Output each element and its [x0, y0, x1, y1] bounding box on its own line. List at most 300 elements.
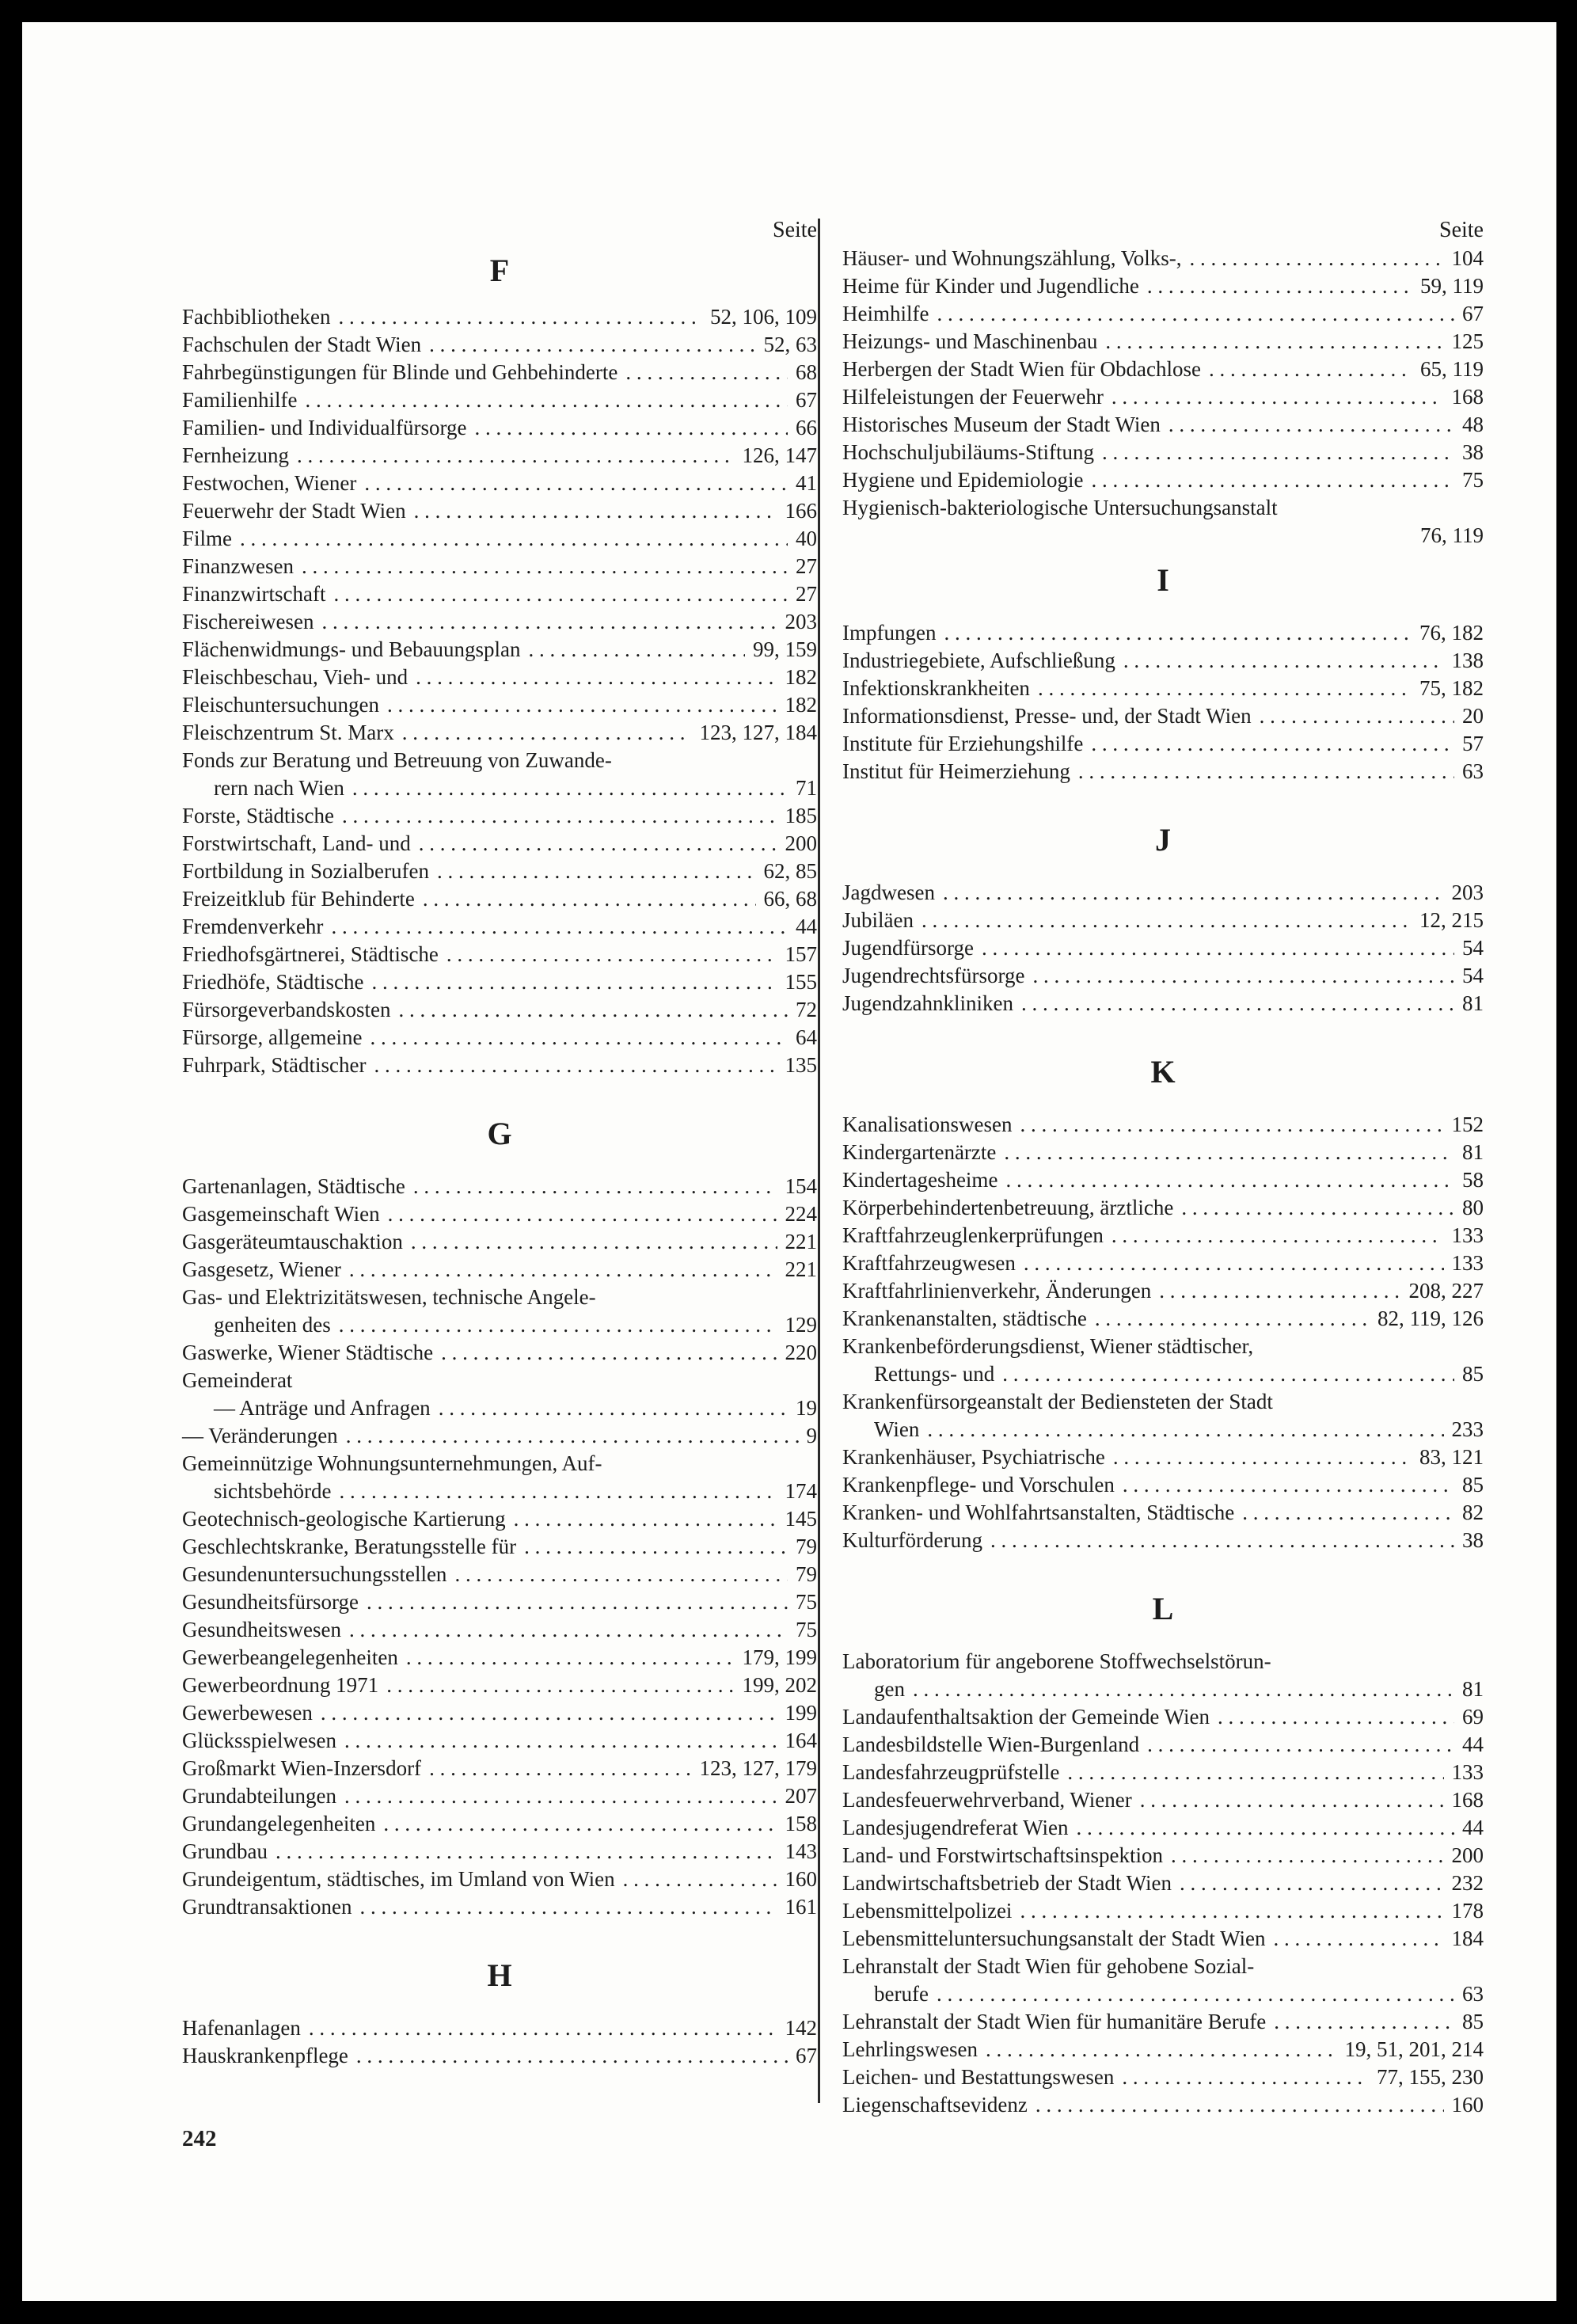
dot-leader — [338, 303, 702, 331]
entry-label: Fachbibliotheken — [182, 305, 331, 329]
dot-leader — [1168, 411, 1454, 439]
index-entry — [182, 553, 817, 580]
index-entry — [182, 1450, 817, 1478]
dot-leader — [429, 331, 755, 359]
entry-pages: 135 — [785, 1053, 817, 1077]
entry-pages: 203 — [1451, 881, 1484, 904]
index-entry — [182, 1478, 817, 1505]
entry-pages: 44 — [1462, 1733, 1484, 1756]
index-entry — [182, 2042, 817, 2070]
dot-leader — [367, 1588, 788, 1616]
entry-label: Informationsdienst, Presse- und, der Stadt Wien — [842, 704, 1252, 728]
dot-leader — [364, 470, 788, 497]
entry-label: — Anträge und Anfragen — [214, 1396, 431, 1420]
entry-pages: 178 — [1451, 1899, 1484, 1923]
index-entry — [182, 1616, 817, 1644]
entry-label: Kulturförderung — [842, 1528, 982, 1552]
entry-label: Heime für Kinder und Jugendliche — [842, 274, 1139, 298]
index-entry — [182, 1284, 817, 1311]
entry-label: Landesfeuerwehrverband, Wiener — [842, 1788, 1132, 1812]
entry-pages: 44 — [796, 915, 817, 938]
index-entry — [842, 2036, 1484, 2063]
entry-pages: 200 — [785, 831, 817, 855]
entry-label: Gasgemeinschaft Wien — [182, 1202, 380, 1226]
dot-leader — [990, 1527, 1454, 1554]
entry-label: Fleischzentrum St. Marx — [182, 721, 394, 744]
entry-pages: 41 — [796, 471, 817, 495]
entry-pages: 133 — [1451, 1223, 1484, 1247]
dot-leader — [913, 1675, 1454, 1703]
entry-label: Land- und Forstwirtschaftsinspektion — [842, 1843, 1163, 1867]
entry-pages: 81 — [1462, 1140, 1484, 1164]
index-entry — [842, 1648, 1484, 1675]
entry-label: Finanzwesen — [182, 554, 294, 578]
index-entry — [182, 802, 817, 830]
entry-label: gen — [874, 1677, 905, 1701]
dot-leader — [402, 719, 692, 747]
index-entry — [182, 414, 817, 442]
dot-leader — [1123, 1471, 1454, 1499]
entry-pages: 40 — [796, 527, 817, 550]
index-entry — [182, 442, 817, 470]
index-entry — [842, 522, 1484, 550]
index-entry — [842, 1527, 1484, 1554]
index-entry — [182, 386, 817, 414]
dot-leader — [927, 1416, 1443, 1443]
entry-pages: 76, 182 — [1419, 621, 1484, 645]
index-entry — [842, 702, 1484, 730]
dot-leader — [1020, 1897, 1443, 1925]
entry-pages: 123, 127, 184 — [699, 721, 817, 744]
dot-leader — [1038, 675, 1412, 702]
index-entry — [182, 608, 817, 636]
entry-label: Kindergartenärzte — [842, 1140, 997, 1164]
entry-pages: 48 — [1462, 413, 1484, 436]
entry-label: Kraftfahrlinienverkehr, Änderungen — [842, 1279, 1152, 1303]
entry-pages: 67 — [796, 388, 817, 412]
entry-pages: 125 — [1451, 329, 1484, 353]
entry-pages: 85 — [1462, 1473, 1484, 1497]
entry-label: Hafenanlagen — [182, 2016, 301, 2040]
dot-leader — [1181, 1194, 1454, 1222]
index-entry — [182, 1394, 817, 1422]
entry-label: Institute für Erziehungshilfe — [842, 732, 1084, 755]
index-entry — [182, 774, 817, 802]
dot-leader — [1140, 1786, 1444, 1814]
index-entry — [842, 1111, 1484, 1139]
dot-leader — [339, 1478, 777, 1505]
index-entry — [842, 1703, 1484, 1731]
index-entry — [842, 962, 1484, 990]
entry-label: Grundbau — [182, 1839, 268, 1863]
entry-label: Gartenanlagen, Städtische — [182, 1174, 405, 1198]
index-entry — [842, 2091, 1484, 2119]
entry-label: Kranken- und Wohlfahrtsanstalten, Städtische — [842, 1501, 1235, 1524]
entry-label: Krankenbeförderungsdienst, Wiener städtischer, — [842, 1334, 1254, 1358]
index-entry — [842, 439, 1484, 466]
dot-leader — [986, 2036, 1337, 2063]
entry-pages: 85 — [1462, 1362, 1484, 1386]
entry-label: Feuerwehr der Stadt Wien — [182, 499, 406, 523]
entry-pages: 85 — [1462, 2010, 1484, 2033]
entry-pages: 38 — [1462, 440, 1484, 464]
entry-pages: 71 — [796, 776, 817, 800]
entry-pages: 182 — [785, 693, 817, 717]
index-entry — [842, 328, 1484, 356]
entry-pages: 64 — [796, 1025, 817, 1049]
seite-header-right: Seite — [1439, 218, 1484, 242]
entry-label: Liegenschaftsevidenz — [842, 2093, 1028, 2117]
index-entry — [842, 934, 1484, 962]
entry-label: Rettungs- und — [874, 1362, 995, 1386]
entry-pages: 208, 227 — [1408, 1279, 1484, 1303]
entry-pages: 12, 215 — [1419, 908, 1484, 932]
entry-pages: 160 — [785, 1867, 817, 1891]
dot-leader — [1024, 1249, 1444, 1277]
dot-leader — [1274, 1925, 1444, 1953]
dot-leader — [1021, 990, 1454, 1017]
entry-pages: 199 — [785, 1701, 817, 1725]
index-entry — [182, 1644, 817, 1672]
entry-pages: 142 — [785, 2016, 817, 2040]
index-entry — [842, 647, 1484, 675]
entry-pages: 203 — [785, 610, 817, 633]
entry-pages: 207 — [785, 1784, 817, 1808]
index-entry — [842, 1731, 1484, 1759]
entry-label: Gewerbeordnung 1971 — [182, 1673, 379, 1697]
entry-label: Kindertagesheime — [842, 1168, 998, 1192]
dot-leader — [1209, 356, 1412, 383]
dot-leader — [1274, 2008, 1454, 2036]
entry-pages: 77, 155, 230 — [1377, 2065, 1484, 2089]
index-entry — [842, 1675, 1484, 1703]
index-entry — [842, 383, 1484, 411]
entry-label: Friedhofsgärtnerei, Städtische — [182, 942, 439, 966]
dot-leader — [514, 1505, 777, 1533]
entry-pages: 75 — [1462, 468, 1484, 492]
entry-label: Häuser- und Wohnungszählung, Volks-, — [842, 246, 1182, 270]
index-entry — [182, 331, 817, 359]
index-entry — [182, 691, 817, 719]
index-entry — [182, 1838, 817, 1866]
entry-pages: 19, 51, 201, 214 — [1344, 2037, 1484, 2061]
entry-label: Industriegebiete, Aufschließung — [842, 649, 1115, 672]
entry-pages: 179, 199 — [742, 1645, 817, 1669]
section-f-entries — [182, 303, 817, 1079]
entry-pages: 154 — [785, 1174, 817, 1198]
dot-leader — [1078, 758, 1454, 785]
dot-leader — [240, 525, 788, 553]
section-letter-l: L — [1152, 1591, 1174, 1626]
index-entry — [842, 1194, 1484, 1222]
entry-pages: 75 — [796, 1618, 817, 1641]
index-entry — [182, 1052, 817, 1079]
index-entry — [842, 1277, 1484, 1305]
entry-label: Historisches Museum der Stadt Wien — [842, 413, 1161, 436]
entry-label: Kraftfahrzeuglenkerprüfungen — [842, 1223, 1104, 1247]
dot-leader — [388, 1200, 777, 1228]
dot-leader — [944, 619, 1412, 647]
entry-pages: 67 — [1462, 302, 1484, 325]
section-i-entries — [842, 619, 1484, 785]
dot-leader — [398, 996, 788, 1024]
entry-pages: 161 — [785, 1895, 817, 1919]
entry-pages: 27 — [796, 554, 817, 578]
entry-pages: 67 — [796, 2044, 817, 2067]
entry-label: Lehrlingswesen — [842, 2037, 978, 2061]
entry-pages: 185 — [785, 804, 817, 827]
entry-label: Grundeigentum, städtisches, im Umland von Wien — [182, 1867, 615, 1891]
dot-leader — [1036, 2091, 1444, 2119]
entry-pages: 19 — [796, 1396, 817, 1420]
index-entry — [182, 303, 817, 331]
entry-label: Hilfeleistungen der Feuerwehr — [842, 385, 1104, 409]
entry-label: Grundtransaktionen — [182, 1895, 352, 1919]
index-entry — [182, 913, 817, 941]
entry-label: Hochschuljubiläums-Stiftung — [842, 440, 1094, 464]
entry-pages: 164 — [785, 1729, 817, 1752]
dot-leader — [419, 830, 777, 858]
index-entry — [842, 1980, 1484, 2008]
index-entry — [842, 466, 1484, 494]
index-entry — [842, 1388, 1484, 1416]
entry-label: Gas- und Elektrizitätswesen, technische Angele- — [182, 1285, 596, 1309]
dot-leader — [387, 691, 777, 719]
dot-leader — [344, 1782, 777, 1810]
entry-label: Leichen- und Bestattungswesen — [842, 2065, 1115, 2089]
entry-label: Fernheizung — [182, 443, 289, 467]
dot-leader — [356, 2042, 788, 2070]
index-entry — [842, 879, 1484, 907]
entry-label: sichtsbehörde — [214, 1479, 332, 1503]
entry-pages: 27 — [796, 582, 817, 606]
entry-label: Fonds zur Beratung und Betreuung von Zuwande- — [182, 748, 612, 772]
entry-pages: 166 — [785, 499, 817, 523]
entry-pages: 72 — [796, 998, 817, 1021]
entry-label: Kanalisationswesen — [842, 1113, 1013, 1136]
index-entry — [182, 1200, 817, 1228]
index-entry — [182, 1672, 817, 1699]
index-entry — [182, 1173, 817, 1200]
index-entry — [842, 1786, 1484, 1814]
entry-pages: 152 — [1451, 1113, 1484, 1136]
index-entry — [842, 356, 1484, 383]
index-entry — [182, 1866, 817, 1893]
index-entry — [842, 1953, 1484, 1980]
entry-label: Jagdwesen — [842, 881, 935, 904]
dot-leader — [1242, 1499, 1454, 1527]
right-column — [842, 216, 1484, 2119]
entry-pages: 83, 121 — [1419, 1445, 1484, 1469]
dot-leader — [1004, 1139, 1454, 1166]
dot-leader — [1002, 1360, 1454, 1388]
index-entry — [182, 1533, 817, 1561]
dot-leader — [625, 359, 788, 386]
dot-leader — [1218, 1703, 1454, 1731]
index-entry — [182, 1505, 817, 1533]
dot-leader — [1123, 647, 1444, 675]
entry-label: Fleischbeschau, Vieh- und — [182, 665, 408, 689]
entry-pages: 66 — [796, 416, 817, 439]
column-divider — [818, 219, 820, 2103]
entry-label: Gesundenuntersuchungsstellen — [182, 1562, 447, 1586]
entry-pages: 75, 182 — [1419, 676, 1484, 700]
dot-leader — [383, 1810, 777, 1838]
index-entry — [182, 1561, 817, 1588]
entry-label: Krankenanstalten, städtische — [842, 1307, 1087, 1330]
entry-label: Gesundheitsfürsorge — [182, 1590, 359, 1614]
entry-pages: 126, 147 — [742, 443, 817, 467]
entry-label: Gasgesetz, Wiener — [182, 1257, 341, 1281]
index-entry — [842, 1759, 1484, 1786]
dot-leader — [1077, 1814, 1454, 1842]
entry-label: Lehranstalt der Stadt Wien für gehobene Sozial- — [842, 1954, 1255, 1978]
dot-leader — [1190, 245, 1444, 272]
entry-label: Hauskrankenpflege — [182, 2044, 348, 2067]
entry-label: Fremdenverkehr — [182, 915, 324, 938]
entry-label: Gesundheitswesen — [182, 1618, 341, 1641]
section-h-entries — [182, 2014, 817, 2070]
entry-label: Fleischuntersuchungen — [182, 693, 379, 717]
entry-label: Gasgeräteumtauschaktion — [182, 1230, 403, 1253]
dot-leader — [1159, 1277, 1400, 1305]
entry-pages: 184 — [1451, 1927, 1484, 1950]
dot-leader — [423, 885, 756, 913]
dot-leader — [321, 608, 777, 636]
dot-leader — [1122, 2063, 1369, 2091]
dot-leader — [413, 1173, 777, 1200]
entry-label: Gewerbewesen — [182, 1701, 313, 1725]
dot-leader — [922, 907, 1412, 934]
section-letter-j: J — [1155, 822, 1171, 858]
section-k-entries — [842, 1111, 1484, 1554]
entry-label: Friedhöfe, Städtische — [182, 970, 364, 994]
dot-leader — [349, 1616, 788, 1644]
index-entry — [842, 1814, 1484, 1842]
entry-pages: 38 — [1462, 1528, 1484, 1552]
entry-pages: 79 — [796, 1535, 817, 1558]
entry-label: Kraftfahrzeugwesen — [842, 1251, 1016, 1275]
index-entry — [842, 1333, 1484, 1360]
index-entry — [182, 1422, 817, 1450]
dot-leader — [346, 1422, 799, 1450]
entry-label: Geschlechtskranke, Beratungsstelle für — [182, 1535, 517, 1558]
dot-leader — [1171, 1842, 1444, 1869]
index-entry — [182, 1893, 817, 1921]
entry-pages: 200 — [1451, 1843, 1484, 1867]
entry-label: Geotechnisch-geologische Kartierung — [182, 1507, 506, 1531]
index-entry — [842, 1360, 1484, 1388]
index-entry — [182, 1311, 817, 1339]
entry-label: Hygienisch-bakteriologische Untersuchungsanstalt — [842, 496, 1278, 519]
entry-pages: 157 — [785, 942, 817, 966]
entry-pages: 221 — [785, 1257, 817, 1281]
section-g-entries — [182, 1173, 817, 1921]
entry-label: Großmarkt Wien-Inzersdorf — [182, 1756, 422, 1780]
index-entry — [182, 497, 817, 525]
index-entry — [842, 2063, 1484, 2091]
entry-pages: 52, 63 — [763, 333, 817, 356]
index-entry — [182, 1024, 817, 1052]
entry-pages: 57 — [1462, 732, 1484, 755]
entry-label: Institut für Heimerziehung — [842, 759, 1070, 783]
dot-leader — [1105, 328, 1443, 356]
entry-pages: 81 — [1462, 991, 1484, 1015]
entry-label: Festwochen, Wiener — [182, 471, 357, 495]
dot-leader — [339, 1311, 777, 1339]
dot-leader — [414, 497, 777, 525]
entry-pages: 168 — [1451, 385, 1484, 409]
dot-leader — [1180, 1869, 1443, 1897]
entry-pages: 59, 119 — [1420, 274, 1484, 298]
section-j-entries — [842, 879, 1484, 1017]
index-entry — [842, 245, 1484, 272]
entry-pages: 69 — [1462, 1705, 1484, 1729]
entry-label: Landesbildstelle Wien-Burgenland — [842, 1733, 1140, 1756]
index-entry — [182, 1727, 817, 1755]
entry-label: Fuhrpark, Städtischer — [182, 1053, 367, 1077]
entry-pages: 123, 127, 179 — [699, 1756, 817, 1780]
entry-label: Gaswerke, Wiener Städtische — [182, 1341, 434, 1364]
dot-leader — [333, 580, 788, 608]
index-entry — [182, 359, 817, 386]
entry-label: Körperbehindertenbetreuung, ärztliche — [842, 1196, 1174, 1219]
section-l-entries — [842, 1648, 1484, 2119]
dot-leader — [1005, 1166, 1454, 1194]
entry-pages: 44 — [1462, 1816, 1484, 1839]
index-entry — [182, 1699, 817, 1727]
entry-pages: 82 — [1462, 1501, 1484, 1524]
entry-pages: 62, 85 — [763, 859, 817, 883]
entry-label: Gemeinderat — [182, 1368, 293, 1392]
index-entry — [182, 1588, 817, 1616]
entry-label: Landesjugendreferat Wien — [842, 1816, 1069, 1839]
dot-leader — [623, 1866, 777, 1893]
entry-pages: 66, 68 — [763, 887, 817, 911]
entry-label: Fahrbegünstigungen für Blinde und Gehbehinderte — [182, 360, 618, 384]
dot-leader — [371, 968, 777, 996]
index-entry — [182, 941, 817, 968]
dot-leader — [309, 2014, 777, 2042]
index-entry — [842, 730, 1484, 758]
entry-pages: 82, 119, 126 — [1378, 1307, 1484, 1330]
entry-label: Finanzwirtschaft — [182, 582, 326, 606]
entry-pages: 80 — [1462, 1196, 1484, 1219]
index-entry — [842, 1443, 1484, 1471]
index-entry — [182, 580, 817, 608]
entry-label: Hygiene und Epidemiologie — [842, 468, 1084, 492]
entry-label: Lebensmitteluntersuchungsanstalt der Stadt Wien — [842, 1927, 1266, 1950]
entry-label: genheiten des — [214, 1313, 331, 1337]
dot-leader — [474, 414, 788, 442]
index-entry — [842, 1499, 1484, 1527]
entry-label: Infektionskrankheiten — [842, 676, 1030, 700]
index-entry — [842, 1166, 1484, 1194]
entry-pages: 104 — [1451, 246, 1484, 270]
entry-pages: 133 — [1451, 1760, 1484, 1784]
entry-label: Impfungen — [842, 621, 937, 645]
index-entry — [842, 907, 1484, 934]
dot-leader — [276, 1838, 777, 1866]
entry-pages: 54 — [1462, 936, 1484, 960]
dot-leader — [439, 1394, 788, 1422]
entry-label: Krankenhäuser, Psychiatrische — [842, 1445, 1105, 1469]
index-entry — [842, 619, 1484, 647]
dot-leader — [349, 1256, 777, 1284]
dot-leader — [370, 1024, 788, 1052]
dot-leader — [321, 1699, 777, 1727]
entry-label: Fortbildung in Sozialberufen — [182, 859, 429, 883]
